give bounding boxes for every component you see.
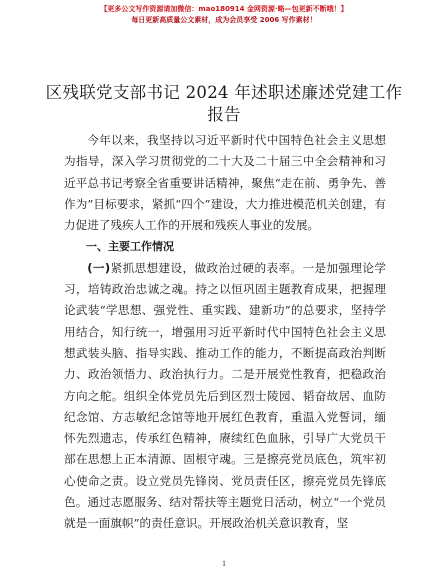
subsection-number: (一): [87, 260, 111, 275]
document-title: 区残联党支部书记 2024 年述职述廉述党建工作报告: [45, 83, 403, 124]
intro-paragraph: 今年以来，我坚持以习近平新时代中国特色社会主义思想为指导，深入学习贯彻党的二十大及二十届三中全会精神和习近平总书记考察全省重要讲话精神，聚焦“走在前、勇争先、善作为”目标要求，紧抓“四个”建设，大力推进模范机关创建，有力促进了残疾人工作的开展和残疾人事业的发展。: [64, 133, 386, 233]
subsection-text: 紧抓思想建设，做政治过硬的表率。一是加强理论学习，培铸政治忠诚之魂。持之以恒巩固主题教育成果，把握理论武装“学思想、强党性、重实践、建新功”的总要求，坚持学用结合，知行统一，增强用习近平新时代中国特色社会主义思想武装头脑、指导实践、推动工作的能力，不断提高政治判断力、政治领悟力、政治执行力。二是开展党性教育，把稳政治方向之舵。组织全体党员先后到区烈士陵园、韬奋故居、血防纪念馆、方志敏纪念馆等地开展红色教育，重温入党誓词，缅怀先烈遗志，传承红色精神，赓续红色血脉，引导广大党员干部在思想上正本清源、固根守魂。三是擦亮党员底色，筑牢初心使命之责。设立党员先锋岗、党员责任区，擦亮党员先锋底色。通过志愿服务、结对帮扶等主题党日活动，树立“一个党员就是一面旗帜”的责任意识。开展政治机关意识教育，坚: [64, 260, 386, 531]
section-heading: 一、主要工作情况: [86, 240, 174, 254]
page-number: 1: [222, 559, 226, 568]
promo-banner[interactable]: [0, 4, 448, 26]
promo-banner-line1: 【更多公文写作资源请加微信：mao180914 金网资源·略—包更新不断哦！】: [100, 5, 348, 13]
document-body: [64, 130, 386, 535]
subsection-paragraph: [64, 258, 386, 535]
promo-banner-line2: 每日更新高质量公文素材，成为会员享受 2006 写作素材！: [131, 16, 317, 24]
